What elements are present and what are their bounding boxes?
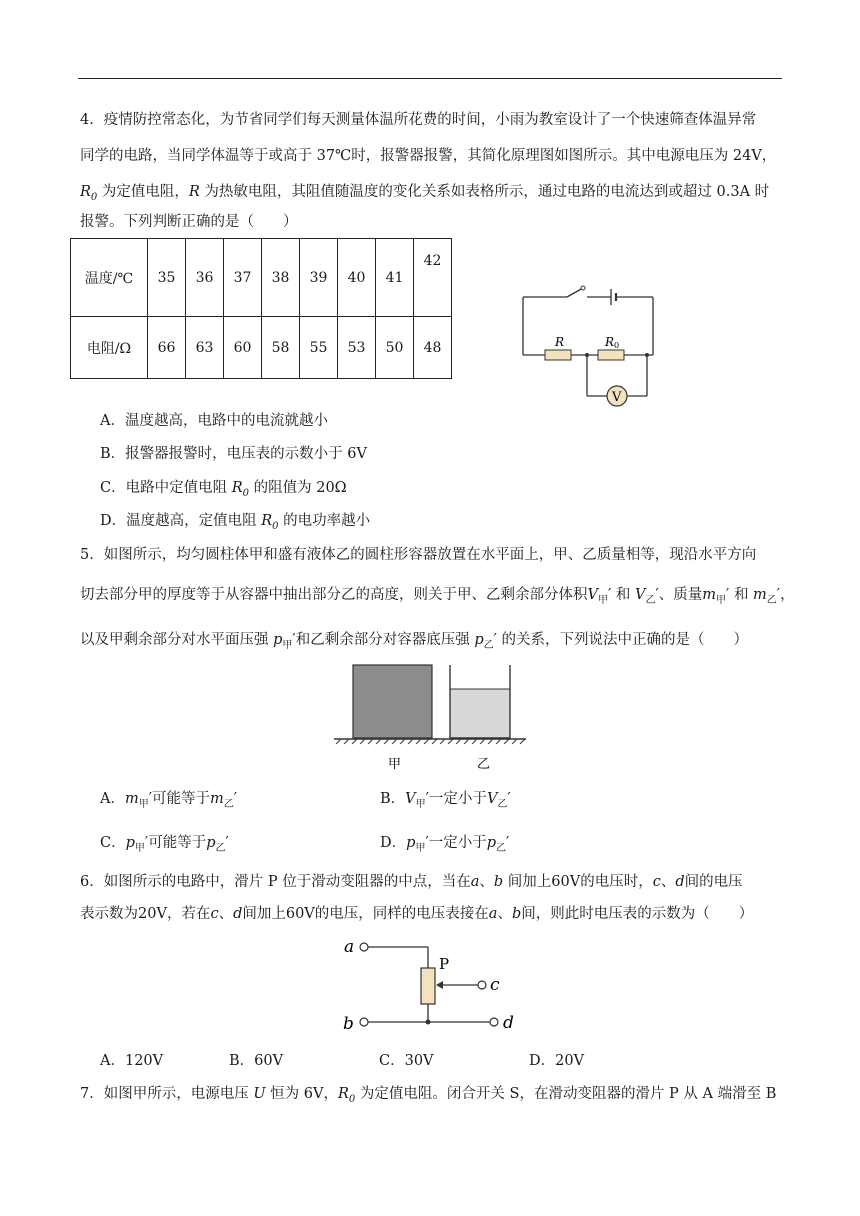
q4-option-a[interactable]: A．温度越高，电路中的电流就越小 [100,413,328,429]
q4-line-1: 4．疫情防控常态化，为节省同学们每天测量体温所花费的时间，小雨为教室设计了一个快速筛查体温异常 [80,112,757,128]
table-cell: 66 [148,317,186,379]
q6-option-b[interactable]: B．60V [229,1053,284,1069]
label-p: P [439,955,450,973]
table-cell: 60 [224,317,262,379]
label-b: b [343,1014,354,1034]
label-r0: R [605,335,615,349]
terminal-c-icon [478,981,486,989]
rheostat-circuit-diagram [335,932,525,1037]
table-cell: 48 [414,317,452,379]
terminal-a-icon [360,943,368,951]
thermistor-r-icon [545,350,571,360]
q5-option-b[interactable]: B．$V_甲'$一定小于$V_乙'$ [380,791,511,810]
slider-arrow-icon [436,981,443,989]
q7-line-1: 7．如图甲所示，电源电压 U 恒为 6V，$R_0$ 为定值电阻。闭合开关 S，在滑动变阻器的滑片 P 从 A 端滑至 B [80,1086,777,1105]
table-cell: 55 [300,317,338,379]
table-cell: 36 [186,239,224,317]
voltmeter-label: V [612,390,622,405]
q6-option-a[interactable]: A．120V [100,1053,164,1069]
table-cell: 37 [224,239,262,317]
q4-line-2: 同学的电路，当同学体温等于或高于 37℃时，报警器报警，其简化原理图如图所示。其中电源电压为 24V， [80,148,777,164]
alarm-circuit-diagram [515,285,660,415]
label-a: a [344,937,355,957]
q5-option-a[interactable]: A．$m_甲'$可能等于$m_乙'$ [100,791,238,810]
q5-option-c[interactable]: C．$p_甲'$可能等于$p_乙'$ [100,835,229,854]
q6-line-2: 表示数为20V，若在c、d间加上60V的电压，同样的电压表接在a、b间，则此时电压表的示数为（ ） [80,906,754,922]
table-header-resistance: 电阻/Ω [71,317,148,379]
terminal-b-icon [360,1018,368,1026]
q5-line-3: 以及甲剩余部分对水平面压强 $p_甲'$和乙剩余部分对容器底压强 $p_乙'$ 的关系，下列说法中正确的是（ ） [80,632,749,651]
q4-line-3: $R_0$ 为定值电阻，R 为热敏电阻，其阻值随温度的变化关系如表格所示，通过电路的电流达到或超过 0.3A 时 [80,184,770,203]
table-cell: 42 [414,239,452,317]
table-cell: 35 [148,239,186,317]
label-yi: 乙 [477,757,491,772]
q6-option-c[interactable]: C．30V [379,1053,434,1069]
table-row [71,239,452,317]
table-cell: 41 [376,239,414,317]
liquid-yi-icon [450,689,510,738]
header-rule [78,78,782,79]
solid-cylinder-jia-icon [353,665,432,738]
temperature-resistance-table [70,238,452,379]
table-cell: 53 [338,317,376,379]
q4-option-d[interactable]: D．温度越高，定值电阻 $R_0$ 的电功率越小 [100,513,371,532]
cylinders-figure [330,660,530,775]
label-r: R [555,335,565,349]
table-cell: 50 [376,317,414,379]
resistor-r0-icon [598,350,624,360]
label-jia: 甲 [388,757,402,772]
q4-line-4: 报警。下列判断正确的是（ ） [80,214,298,230]
switch-contact-icon [581,286,585,290]
table-header-temperature: 温度/℃ [71,239,148,317]
q5-option-d[interactable]: D．$p_甲'$一定小于$p_乙'$ [380,835,510,854]
q6-line-1: 6．如图所示的电路中，滑片 P 位于滑动变阻器的中点，当在a、b 间加上60V的电压时，c、d间的电压 [80,874,743,890]
rheostat-icon [421,968,435,1004]
table-cell: 38 [262,239,300,317]
label-c: c [490,975,500,995]
table-cell: 40 [338,239,376,317]
ground-hatch-icon [336,739,525,744]
q4-option-c[interactable]: C．电路中定值电阻 $R_0$ 的阻值为 20Ω [100,480,347,499]
q6-option-d[interactable]: D．20V [529,1053,585,1069]
label-d: d [503,1013,514,1033]
table-cell: 63 [186,317,224,379]
q5-line-2: 切去部分甲的厚度等于从容器中抽出部分乙的高度，则关于甲、乙剩余部分体积$V_甲'$ 和 $V_乙'$、质量$m_甲'$ 和 $m_乙'$， [80,587,795,606]
q4-option-b[interactable]: B．报警器报警时，电压表的示数小于 6V [100,446,367,462]
terminal-d-icon [490,1018,498,1026]
q5-line-1: 5．如图所示，均匀圆柱体甲和盛有液体乙的圆柱形容器放置在水平面上，甲、乙质量相等，现沿水平方向 [80,547,757,563]
table-cell: 39 [300,239,338,317]
table-row [71,317,452,379]
table-cell: 58 [262,317,300,379]
label-r0-sub: 0 [614,341,620,350]
